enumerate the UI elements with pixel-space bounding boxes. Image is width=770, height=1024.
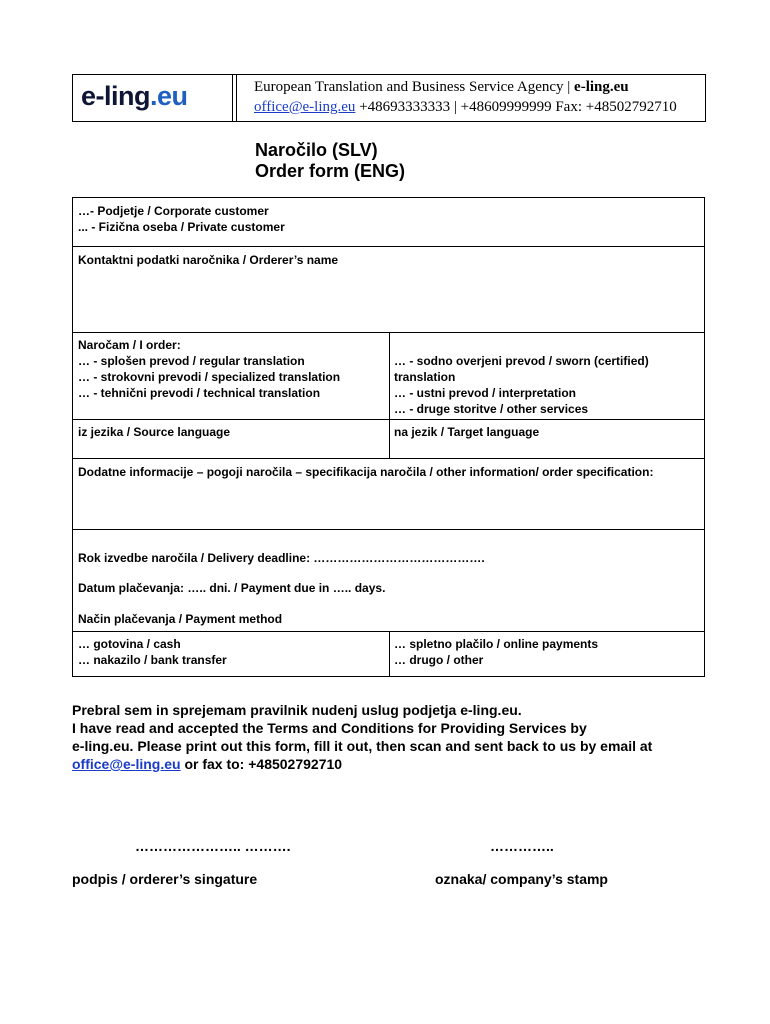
signature-line[interactable]: ………………….. ………. bbox=[135, 838, 291, 854]
letterhead bbox=[72, 74, 706, 122]
target-language-cell[interactable] bbox=[389, 419, 705, 459]
payment-method-label: Način plačevanja / Payment method bbox=[78, 612, 283, 626]
header-divider-2 bbox=[236, 75, 237, 121]
payment-left-section bbox=[72, 631, 390, 677]
agreement-text: Prebral sem in sprejemam pravilnik nudenj uslug podjetja e-ling.eu. I have read and accepted the Terms and Conditions for Providing Services by e-ling.eu. Please print out this form, fill it out, then scan and sent back to us by email at office@e-ling.eu or fax to: +48502792710 bbox=[72, 702, 653, 772]
page-title: Naročilo (SLV) Order form (ENG) bbox=[255, 140, 406, 181]
additional-info-label: Dodatne informacije – pogoji naročila – specifikacija naročila / other information/ order specification: bbox=[78, 465, 654, 479]
payment-right-section bbox=[389, 631, 705, 677]
other-payment-option[interactable]: … drugo / other bbox=[394, 653, 484, 667]
sworn-translation-option[interactable]: … - sodno overjeni prevod / sworn (certified) bbox=[394, 354, 649, 368]
online-payment-option[interactable]: … spletno plačilo / online payments bbox=[394, 637, 599, 651]
source-language-cell[interactable] bbox=[72, 419, 390, 459]
agency-line: European Translation and Business Service Agency | e-ling.eu bbox=[254, 79, 629, 95]
source-language-label: iz jezika / Source language bbox=[78, 425, 231, 439]
stamp-line[interactable]: ………….. bbox=[490, 838, 554, 854]
sworn-translation-option-cont: translation bbox=[394, 370, 456, 384]
corporate-customer-option[interactable]: …- Podjetje / Corporate customer bbox=[78, 204, 269, 218]
payment-due-field[interactable]: Datum plačevanja: ….. dni. / Payment due in ….. days. bbox=[78, 581, 386, 595]
company-logo: e-ling.eu bbox=[81, 81, 188, 111]
private-customer-option[interactable]: ... - Fizična oseba / Private customer bbox=[78, 220, 285, 234]
delivery-deadline-field[interactable]: Rok izvedbe naročila / Delivery deadline: ……………………………………. bbox=[78, 551, 485, 565]
other-services-option[interactable]: … - druge storitve / other services bbox=[394, 402, 589, 416]
signature-label: podpis / orderer’s singature bbox=[72, 871, 258, 887]
technical-translation-option[interactable]: … - tehnični prevodi / technical translation bbox=[78, 386, 321, 400]
regular-translation-option[interactable]: … - splošen prevod / regular translation bbox=[78, 354, 305, 368]
target-language-label: na jezik / Target language bbox=[394, 425, 540, 439]
stamp-label: oznaka/ company’s stamp bbox=[435, 871, 608, 887]
order-heading: Naročam / I order: bbox=[78, 338, 181, 352]
interpretation-option[interactable]: … - ustni prevod / interpretation bbox=[394, 386, 577, 400]
cash-option[interactable]: … gotovina / cash bbox=[78, 637, 181, 651]
contact-line: office@e-ling.eu +48693333333 | +48609999999 Fax: +48502792710 bbox=[254, 99, 677, 115]
customer-type-section bbox=[72, 197, 705, 247]
order-right-section bbox=[389, 332, 705, 420]
deadline-payment-section bbox=[72, 529, 705, 632]
header-divider bbox=[232, 75, 233, 121]
agreement-email-link[interactable]: office@e-ling.eu bbox=[72, 756, 181, 772]
bank-transfer-option[interactable]: … nakazilo / bank transfer bbox=[78, 653, 227, 667]
email-link[interactable]: office@e-ling.eu bbox=[254, 99, 356, 115]
additional-info-section[interactable] bbox=[72, 458, 705, 530]
contact-section[interactable] bbox=[72, 246, 705, 333]
specialized-translation-option[interactable]: … - strokovni prevodi / specialized translation bbox=[78, 370, 341, 384]
contact-label: Kontaktni podatki naročnika / Orderer’s name bbox=[78, 253, 339, 267]
order-left-section bbox=[72, 332, 390, 420]
